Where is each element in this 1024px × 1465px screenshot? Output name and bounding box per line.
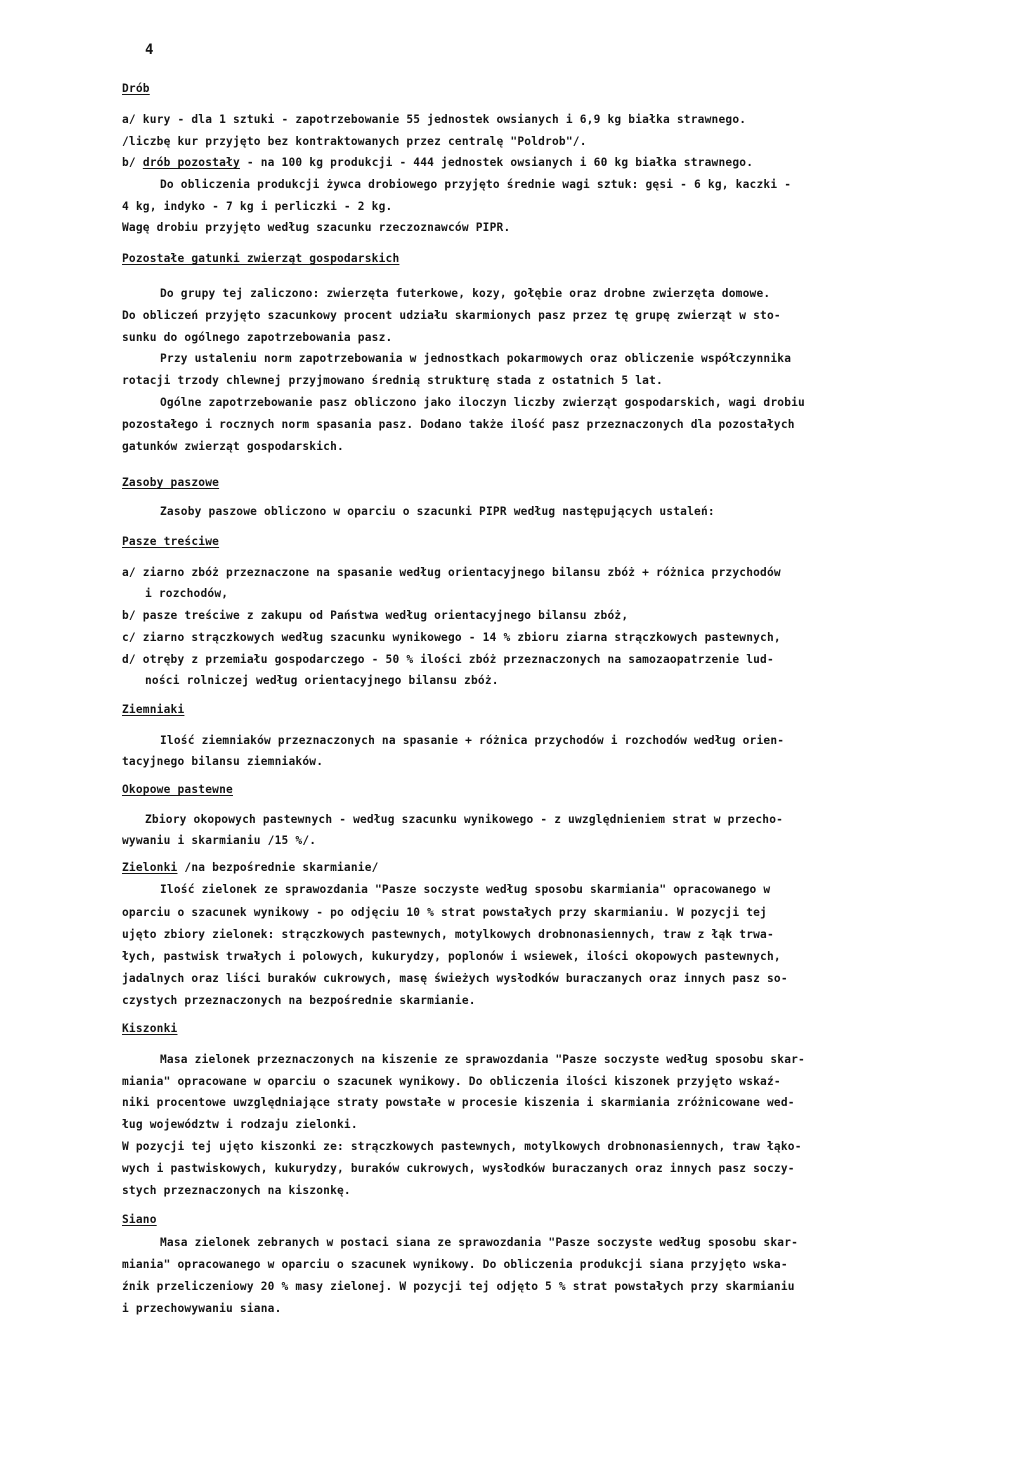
text-line: /liczbę kur przyjęto bez kontraktowanych przez centralę "Poldrob"/. [122, 135, 587, 148]
text-line: Wagę drobiu przyjęto według szacunku rzeczoznawców PIPR. [122, 221, 511, 234]
text-line: ług województw i rodzaju zielonki. [122, 1118, 358, 1131]
text-line: wych i pastwiskowych, kukurydzy, buraków cukrowych, wysłodków buraczanych oraz innych pasz soczy- [122, 1162, 795, 1175]
underlined-term: drób pozostały [142, 156, 240, 169]
text-line: b/ pasze treściwe z zakupu od Państwa według orientacyjnego bilansu zbóż, [122, 609, 629, 622]
section-heading-tresciwe: Pasze treściwe [122, 535, 220, 548]
text-line: rotacji trzody chlewnej przyjmowano średnią strukturę stada z ostatnich 5 lat. [122, 374, 663, 387]
text-line: Do obliczenia produkcji żywca drobiowego przyjęto średnie wagi sztuk: gęsi - 6 kg, kaczki - [160, 178, 792, 191]
heading-suffix: /na bezpośrednie skarmianie/ [184, 861, 379, 874]
text-line: miania" opracowanego w oparciu o szacunek wynikowy. Do obliczenia produkcji siana przyjęto wska- [122, 1258, 788, 1271]
section-heading-kiszonki: Kiszonki [122, 1022, 178, 1035]
text-line: Do grupy tej zaliczono: zwierzęta futerkowe, kozy, gołębie oraz drobne zwierzęta domowe. [160, 287, 771, 300]
text-span: - na 100 kg produkcji - 444 jednostek owsianych i 60 kg białka strawnego. [246, 156, 754, 169]
text-line: niki procentowe uwzględniające straty powstałe w procesie kiszenia i skarmiania zróżnicowane wed- [122, 1096, 795, 1109]
text-line: jadalnych oraz liści buraków cukrowych, masę świeżych wysłodków buraczanych oraz innych pasz so- [122, 972, 788, 985]
list-marker: b/ [122, 156, 136, 169]
text-line: Ogólne zapotrzebowanie pasz obliczono jako iloczyn liczby zwierząt gospodarskich, wagi drobiu [160, 396, 805, 409]
text-line: miania" opracowane w oparciu o szacunek wynikowy. Do obliczenia ilości kiszonek przyjęto wskaź- [122, 1075, 781, 1088]
text-line: Zbiory okopowych pastewnych - według szacunku wynikowego - z uwzględnieniem strat w przecho- [145, 813, 784, 826]
text-line: tacyjnego bilansu ziemniaków. [122, 755, 324, 768]
zielonki-heading-line [122, 861, 379, 875]
text-line: Ilość ziemniaków przeznaczonych na spasanie + różnica przychodów i rozchodów według orien- [160, 734, 785, 747]
text-line: d/ otręby z przemiału gospodarczego - 50 % ilości zbóż przeznaczonych na samozaopatrzenie lud- [122, 653, 774, 666]
text-line: ności rolniczej według orientacyjnego bilansu zbóż. [145, 674, 499, 687]
text-line: i rozchodów, [145, 587, 229, 600]
text-line: pozostałego i rocznych norm spasania pasz. Dodano także ilość pasz przeznaczonych dla pozostałych [122, 418, 795, 431]
text-line: i przechowywaniu siana. [122, 1302, 282, 1315]
text-line: Ilość zielonek ze sprawozdania "Pasze soczyste według sposobu skarmiania" opracowanego w [160, 883, 771, 896]
section-heading-pozostale: Pozostałe gatunki zwierząt gospodarskich [122, 252, 400, 265]
text-line: stych przeznaczonych na kiszonkę. [122, 1184, 351, 1197]
section-heading-okopowe: Okopowe pastewne [122, 783, 233, 796]
text-line: ujęto zbiory zielonek: strączkowych pastewnych, motylkowych drobnonasiennych, traw z łąk trwa- [122, 928, 774, 941]
text-line: łych, pastwisk trwałych i polowych, kukurydzy, poplonów i wsiewek, ilości okopowych pastewnych, [122, 950, 781, 963]
text-line: wywaniu i skarmianiu /15 %/. [122, 834, 317, 847]
text-line: c/ ziarno strączkowych według szacunku wynikowego - 14 % zbioru ziarna strączkowych pastewnych, [122, 631, 781, 644]
text-line: Przy ustaleniu norm zapotrzebowania w jednostkach pokarmowych oraz obliczenie współczynnika [160, 352, 792, 365]
section-heading-zasoby: Zasoby paszowe [122, 476, 220, 489]
text-line: oparciu o szacunek wynikowy - po odjęciu 10 % strat powstałych przy skarmianiu. W pozycji tej [122, 906, 767, 919]
text-line: gatunków zwierząt gospodarskich. [122, 440, 344, 453]
text-line: Masa zielonek przeznaczonych na kiszenie ze sprawozdania "Pasze soczyste według sposobu skar- [160, 1053, 805, 1066]
page-number: 4 [145, 42, 154, 58]
section-heading-drob: Drób [122, 82, 150, 95]
text-line: W pozycji tej ujęto kiszonki ze: strączkowych pastewnych, motylkowych drobnonasiennych, traw łąko- [122, 1140, 802, 1153]
section-heading-siano: Siano [122, 1213, 157, 1226]
text-line: Masa zielonek zebranych w postaci siana ze sprawozdania "Pasze soczyste według sposobu skar- [160, 1236, 799, 1249]
text-line: a/ kury - dla 1 sztuki - zapotrzebowanie 55 jednostek owsianych i 6,9 kg białka strawnego. [122, 113, 747, 126]
text-line: Zasoby paszowe obliczono w oparciu o szacunki PIPR według następujących ustaleń: [160, 505, 715, 518]
section-heading-zielonki: Zielonki [122, 861, 178, 874]
section-heading-ziemniaki: Ziemniaki [122, 703, 185, 716]
text-line: 4 kg, indyko - 7 kg i perliczki - 2 kg. [122, 200, 393, 213]
text-line: źnik przeliczeniowy 20 % masy zielonej. W pozycji tej odjęto 5 % strat powstałych przy skarmianiu [122, 1280, 795, 1293]
text-line: Do obliczeń przyjęto szacunkowy procent udziału skarmionych pasz przez tę grupę zwierząt w sto- [122, 309, 781, 322]
text-line-b [122, 156, 753, 170]
text-line: a/ ziarno zbóż przeznaczone na spasanie według orientacyjnego bilansu zbóż + różnica przychodów [122, 566, 781, 579]
text-line: czystych przeznaczonych na bezpośrednie skarmianie. [122, 994, 476, 1007]
text-line: sunku do ogólnego zapotrzebowania pasz. [122, 331, 393, 344]
